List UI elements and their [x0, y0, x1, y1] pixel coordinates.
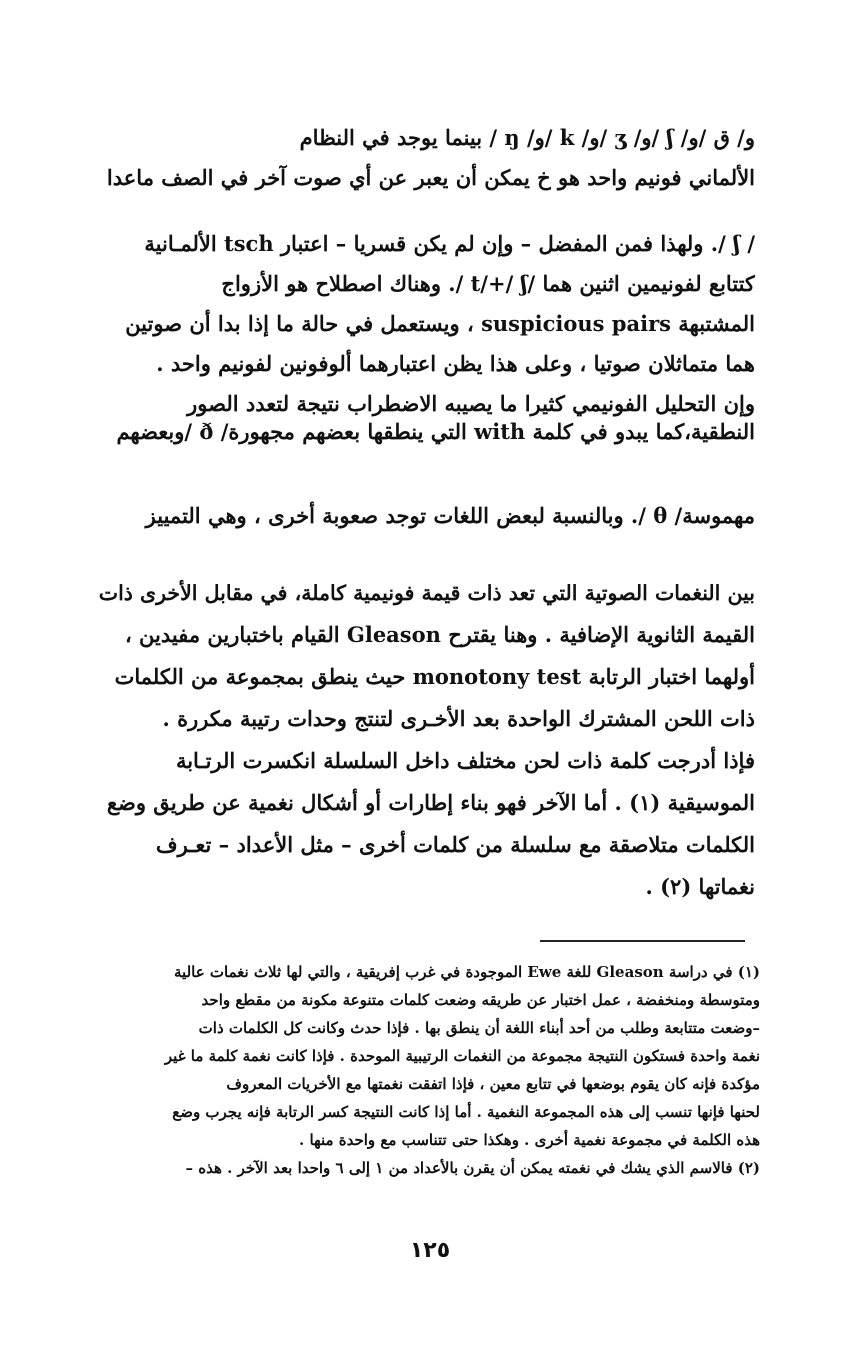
footnote-line: (١) في دراسة Gleason للغة Ewe الموجودة في غرب إفريقية ، والتي لها ثلاث نغمات عالية	[174, 963, 760, 981]
paragraph-tones-intro	[95, 496, 755, 536]
body-line: / ʃ /. ولهذا فمن المفضل – وإن لم يكن قسريا – اعتبار tsch الألمـانية	[144, 231, 755, 256]
body-line: كتتابع لفونيمين اثنين هما /t/+/ ʃ /. وهناك اصطلاح هو الأزواج	[221, 271, 755, 296]
footnote-line: نغمة واحدة فستكون النتيجة مجموعة من النغمات الرتيبية الموحدة . فإذا كانت نغمة كلمة ما غير	[164, 1047, 760, 1065]
footnote-line: مؤكدة فإنه كان يقوم بوضعها في تتابع معين ، فإذا اتفقت نغمتها مع الأخريات المعروف	[226, 1075, 760, 1093]
body-line: مهموسة/ θ /. وبالنسبة لبعض اللغات توجد صعوبة أخرى ، وهي التمييز	[145, 503, 755, 528]
body-line: أولهما اختبار الرتابة monotony test حيث ينطق بمجموعة من الكلمات	[114, 664, 755, 689]
body-line: بين النغمات الصوتية التي تعد ذات قيمة فونيمية كاملة، في مقابل الأخرى ذات	[98, 581, 755, 605]
body-line: وإن التحليل الفونيمي كثيرا ما يصيبه الاضطراب نتيجة لتعدد الصور	[187, 391, 755, 416]
body-line: النطقية،كما يبدو في كلمة with التي ينطقها بعضهم مجهورة/ ð /وبعضهم	[116, 419, 755, 444]
body-line: القيمة الثانوية الإضافية . وهنا يقترح Gleason القيام باختبارين مفيدين ،	[124, 622, 755, 647]
footnote-line: (٢) فالاسم الذي يشك في نغمته يمكن أن يقرن بالأعداد من ١ إلى ٦ واحدا بعد الآخر . هذه –	[185, 1159, 760, 1177]
paragraph-suspicious-pairs	[95, 224, 755, 424]
body-line: المشتبهة suspicious pairs ، ويستعمل في حالة ما إذا بدا أن صوتين	[125, 311, 755, 336]
footnotes	[95, 958, 760, 1182]
body-line: و/ ق /و/ ʃ /و/ ʒ /و/ k /و/ ŋ / بينما يوجد في النظام	[299, 125, 755, 150]
paragraph-with-voicing	[95, 412, 755, 452]
footnote-line: هذه الكلمة في مجموعة نغمية أخرى . وهكذا حتى تتناسب مع واحدة منها .	[299, 1131, 760, 1149]
page-number: ١٢٥	[409, 1238, 451, 1263]
body-line: هما متماثلان صوتيا ، وعلى هذا يظن اعتبارهما ألوفونين لفونيم واحد .	[156, 351, 755, 376]
footnote-line: ومتوسطة ومنخفضة ، عمل اختبار عن طريقه وضعت كلمات متنوعة مكونة من مقطع واحد	[201, 991, 760, 1009]
paragraph-german-phonemes	[95, 118, 755, 198]
footnote-line: لحنها فإنها تنسب إلى هذه المجموعة النغمية . أما إذا كانت النتيجة كسر الرتابة فإنه يجرب وضع	[172, 1103, 760, 1121]
footnote-separator	[540, 940, 745, 942]
body-line: فإذا أدرجت كلمة ذات لحن مختلف داخل السلسلة انكسرت الرتـابة	[175, 748, 755, 773]
footnote-line: –وضعت متتابعة وطلب من أحد أبناء اللغة أن ينطق بها . فإذا حدث وكانت كل الكلمات ذات	[198, 1019, 760, 1037]
body-line: ذات اللحن المشترك الواحدة بعد الأخـرى لتنتج وحدات رتيبة مكررة .	[162, 706, 755, 731]
body-line: الألماني فونيم واحد هو خ يمكن أن يعبر عن أي صوت آخر في الصف ماعدا	[106, 165, 755, 190]
paragraph-gleason-tests	[95, 572, 755, 908]
body-line: الموسيقية (١) . أما الآخر فهو بناء إطارات أو أشكال نغمية عن طريق وضع	[106, 790, 755, 815]
body-line: الكلمات متلاصقة مع سلسلة من كلمات أخرى – مثل الأعداد – تعـرف	[155, 832, 755, 857]
body-line: نغماتها (٢) .	[645, 874, 755, 899]
